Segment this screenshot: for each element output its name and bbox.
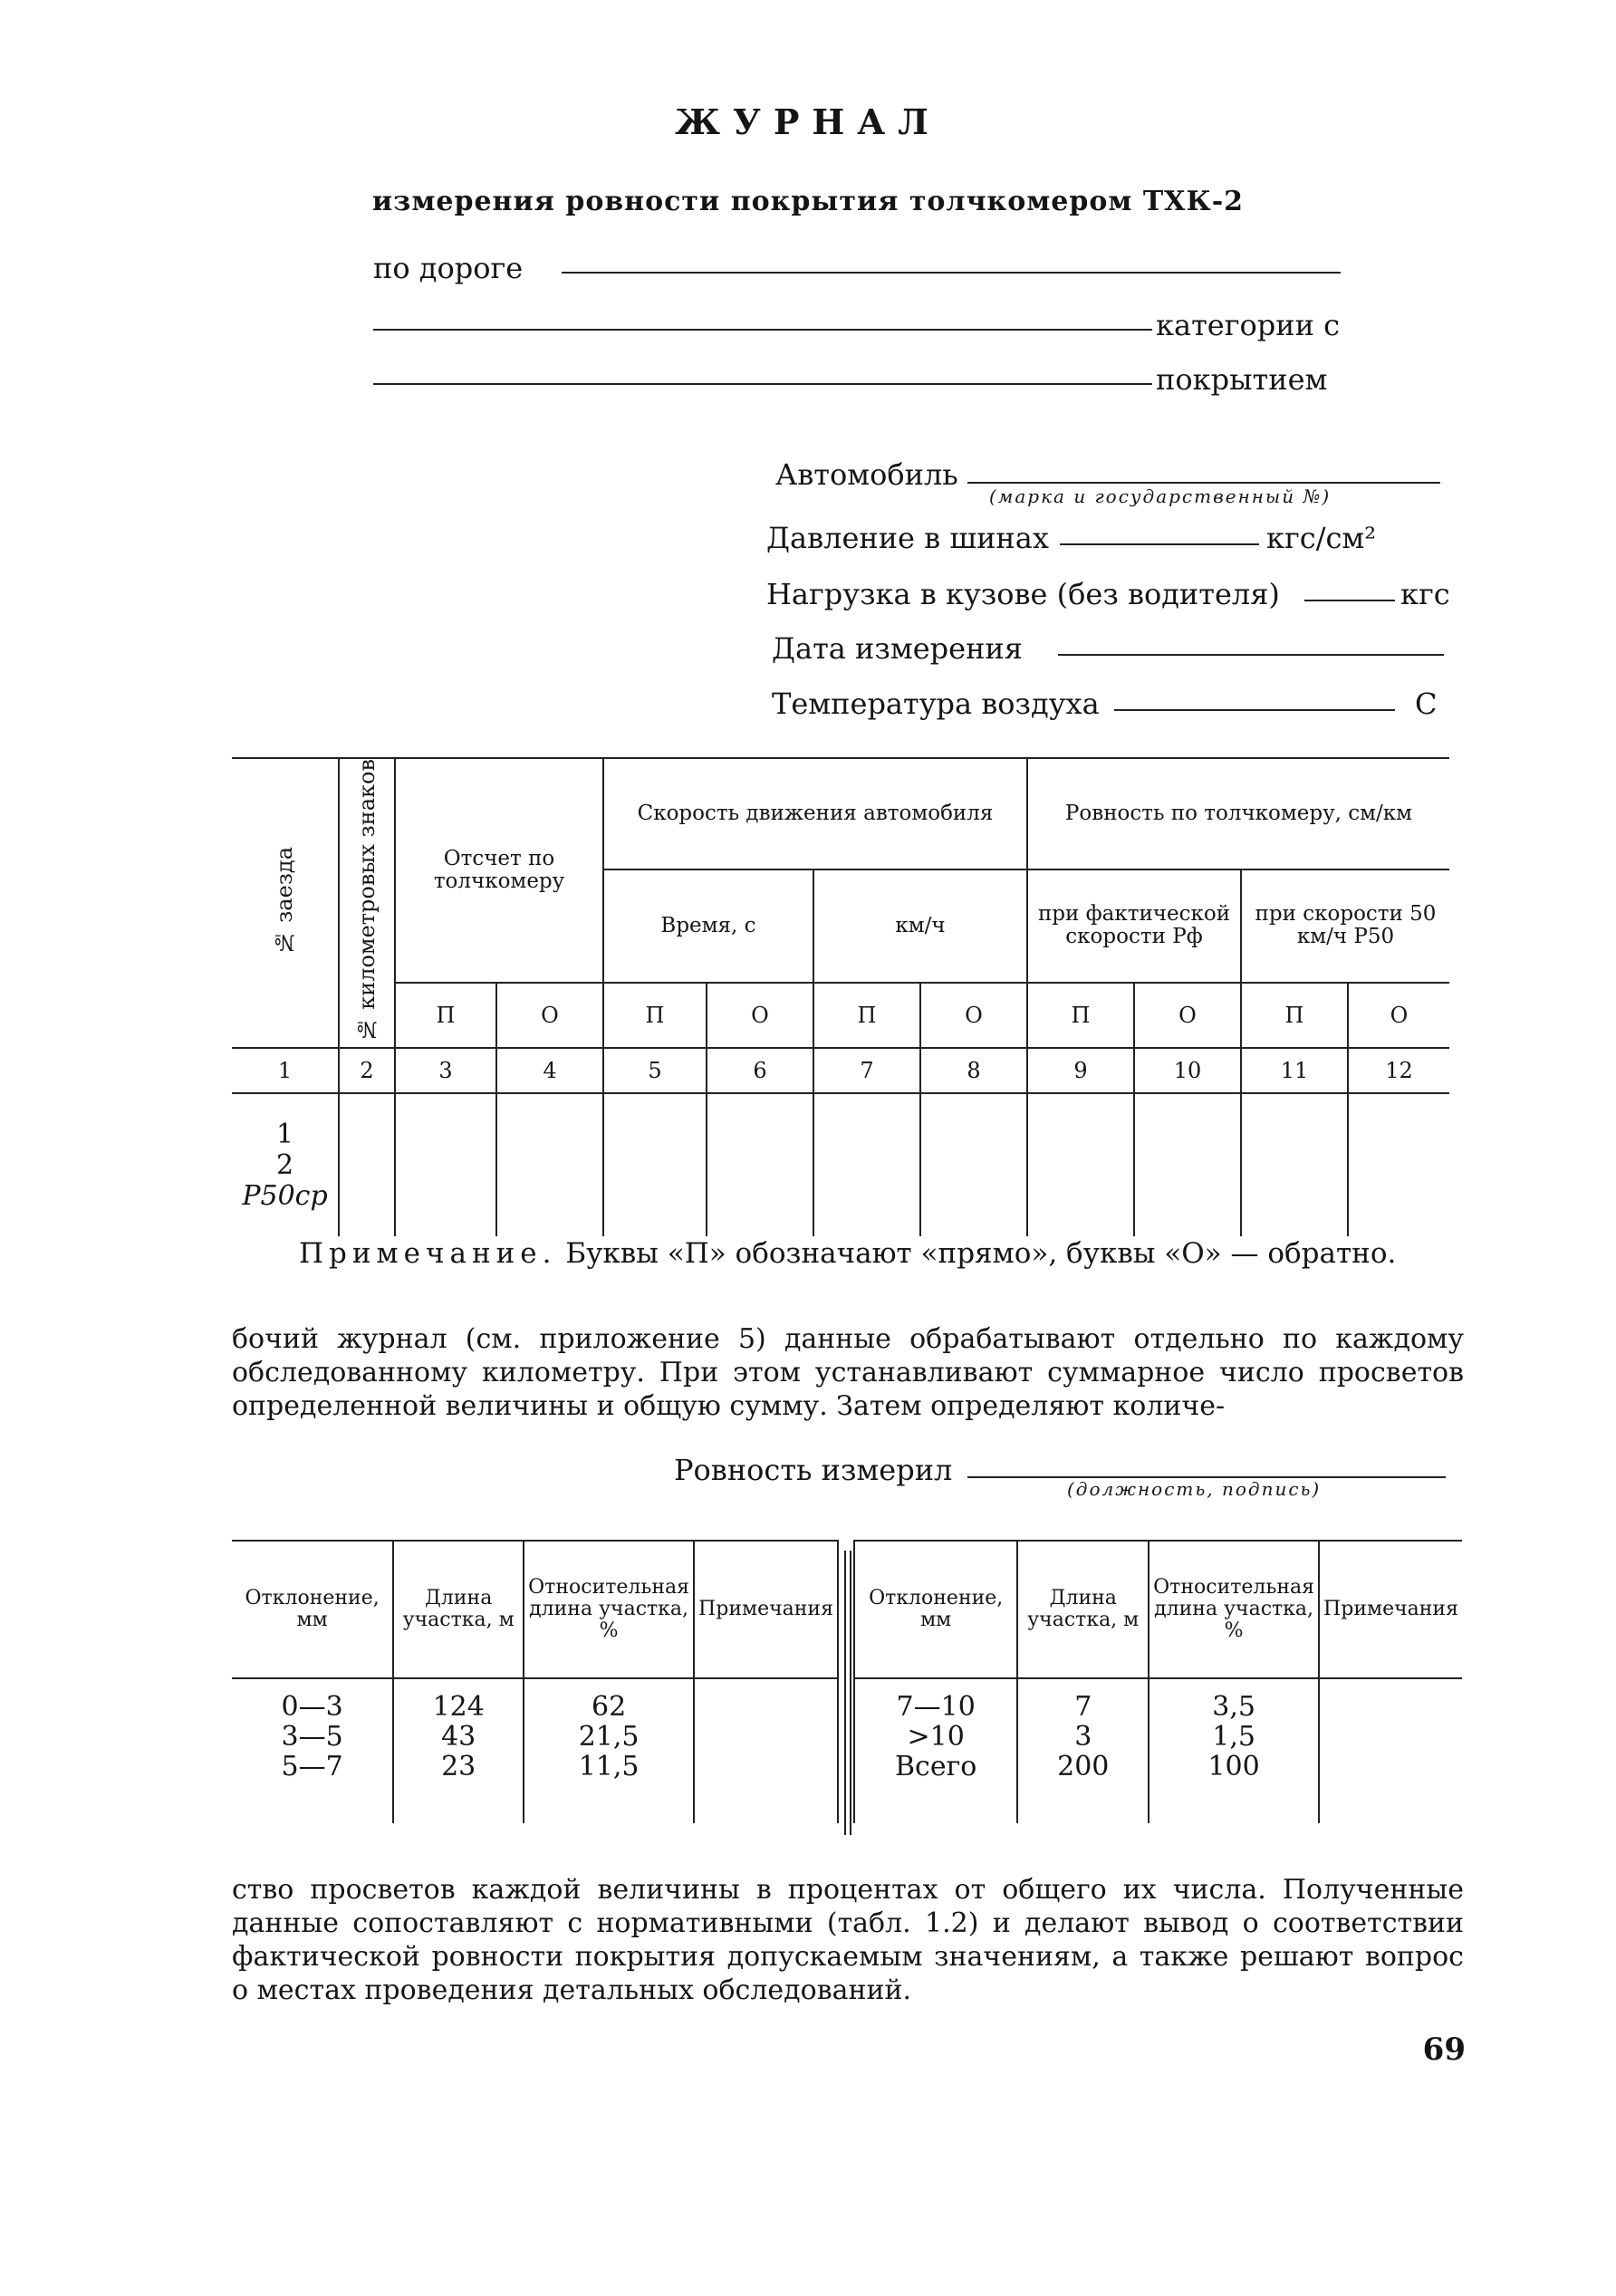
paragraph-2: ство просветов каждой величины в процентах от общего их числа. Полученные данные сопоставляют с нормативными (табл. 1.2) и делают вывод о соответствии фактической ровности покрытия допускаемым значениям, а также решают вопрос о местах проведения детальных обследований. xyxy=(232,1874,1464,2006)
dev-value: 0—3 xyxy=(281,1691,343,1723)
len-value: 200 xyxy=(1057,1751,1110,1782)
empty-cell xyxy=(395,1093,496,1236)
col-number: 8 xyxy=(920,1048,1027,1093)
col-number: 12 xyxy=(1348,1048,1449,1093)
col-km-header: № километровых знаков xyxy=(339,758,395,1048)
surface-label: покрытием xyxy=(1156,362,1328,397)
rel-value: 3,5 xyxy=(1212,1691,1255,1723)
len-value: 43 xyxy=(441,1721,476,1753)
col-number: 5 xyxy=(603,1048,707,1093)
page-number: 69 xyxy=(1422,2032,1466,2068)
dev-header: Отклонение, мм xyxy=(854,1541,1017,1678)
len-value: 23 xyxy=(441,1751,476,1782)
col-actual-speed-header: при фактической скорости Рф xyxy=(1027,869,1241,983)
col-number: 3 xyxy=(395,1048,496,1093)
col-number: 6 xyxy=(707,1048,813,1093)
col-number: 1 xyxy=(232,1048,339,1093)
len-value: 3 xyxy=(1074,1721,1092,1753)
rel-value: 11,5 xyxy=(578,1751,640,1782)
table-note xyxy=(299,1237,1396,1270)
temp-unit: С xyxy=(1415,687,1438,721)
note-lead: Примечание. xyxy=(299,1237,557,1270)
sign-label: Ровность измерил xyxy=(674,1453,953,1487)
run-row-p50: P50ср xyxy=(242,1179,328,1212)
dir-o: О xyxy=(1348,983,1449,1048)
journal-table xyxy=(232,757,1449,1236)
len-values xyxy=(1017,1678,1149,1823)
col-number: 2 xyxy=(339,1048,395,1093)
category-label: категории с xyxy=(1156,308,1340,342)
col-kmh-header: км/ч xyxy=(813,869,1027,983)
category-blank-line xyxy=(373,329,1152,331)
rel-values xyxy=(524,1678,694,1823)
run-row-2: 2 xyxy=(275,1148,294,1181)
run-row-1: 1 xyxy=(275,1118,294,1150)
empty-cell xyxy=(496,1093,603,1236)
col-number: 7 xyxy=(813,1048,920,1093)
run-rows-cell xyxy=(232,1093,339,1236)
col-number: 4 xyxy=(496,1048,603,1093)
deviation-table-right xyxy=(853,1540,1462,1823)
rel-values xyxy=(1149,1678,1319,1823)
empty-cell xyxy=(813,1093,920,1236)
dev-value: >10 xyxy=(907,1721,965,1753)
empty-cell xyxy=(707,1093,813,1236)
dev-value: Всего xyxy=(894,1751,977,1782)
empty-cell xyxy=(1241,1093,1348,1236)
dev-value: 7—10 xyxy=(896,1691,976,1723)
load-label: Нагрузка в кузове (без водителя) xyxy=(766,577,1280,611)
dir-p: П xyxy=(1241,983,1348,1048)
dev-header: Отклонение, мм xyxy=(232,1541,393,1678)
col-50kmh-header: при скорости 50 км/ч Р50 xyxy=(1241,869,1449,983)
dev-values xyxy=(854,1678,1017,1823)
date-blank-line xyxy=(1058,654,1444,656)
col-time-header: Время, с xyxy=(603,869,813,983)
note-values xyxy=(694,1678,838,1823)
pressure-unit: кгс/см² xyxy=(1266,521,1377,555)
rel-value: 100 xyxy=(1207,1751,1260,1782)
dir-p: П xyxy=(813,983,920,1048)
car-label: Автомобиль xyxy=(775,457,958,492)
sign-hint: (должность, подпись) xyxy=(1067,1478,1322,1500)
empty-cell xyxy=(920,1093,1027,1236)
len-header: Длина участка, м xyxy=(393,1541,524,1678)
rel-value: 62 xyxy=(592,1691,627,1723)
dev-value: 3—5 xyxy=(281,1721,343,1753)
col-number: 11 xyxy=(1241,1048,1348,1093)
len-values xyxy=(393,1678,524,1823)
col-number: 9 xyxy=(1027,1048,1134,1093)
load-blank-line xyxy=(1304,600,1395,601)
empty-cell xyxy=(603,1093,707,1236)
note-header: Примечания xyxy=(1319,1541,1462,1678)
dir-o: О xyxy=(920,983,1027,1048)
rel-header: Относительная длина участка, % xyxy=(1149,1541,1319,1678)
note-values xyxy=(1319,1678,1462,1823)
rel-value: 1,5 xyxy=(1212,1721,1255,1753)
empty-cell xyxy=(1348,1093,1449,1236)
note-header: Примечания xyxy=(694,1541,838,1678)
table-separator xyxy=(844,1551,851,1835)
dev-value: 5—7 xyxy=(281,1751,343,1782)
empty-cell xyxy=(339,1093,395,1236)
road-label: по дороге xyxy=(373,251,524,285)
dir-o: О xyxy=(1134,983,1241,1048)
len-value: 124 xyxy=(432,1691,485,1723)
col-run-header: № заезда xyxy=(232,758,339,1048)
dir-p: П xyxy=(1027,983,1134,1048)
rel-header: Относительная длина участка, % xyxy=(524,1541,694,1678)
empty-cell xyxy=(1134,1093,1241,1236)
date-label: Дата измерения xyxy=(772,631,1023,666)
col-reading-header: Отсчет по толчкомеру xyxy=(395,758,603,983)
empty-cell xyxy=(1027,1093,1134,1236)
dir-o: О xyxy=(496,983,603,1048)
pressure-blank-line xyxy=(1060,543,1259,545)
car-hint: (марка и государственный №) xyxy=(989,485,1332,507)
col-number: 10 xyxy=(1134,1048,1241,1093)
dir-p: П xyxy=(603,983,707,1048)
temp-blank-line xyxy=(1114,709,1395,711)
dev-values xyxy=(232,1678,393,1823)
journal-title: ЖУРНАЛ xyxy=(675,101,941,142)
dir-o: О xyxy=(707,983,813,1048)
rel-value: 21,5 xyxy=(578,1721,640,1753)
len-value: 7 xyxy=(1074,1691,1092,1723)
load-unit: кгс xyxy=(1400,577,1450,611)
pressure-label: Давление в шинах xyxy=(766,521,1049,555)
paragraph-1: бочий журнал (см. приложение 5) данные обрабатывают отдельно по каждому обследованному километру. При этом устанавливают суммарное число просветов определенной величины и общую сумму. Затем определяют количе- xyxy=(232,1323,1464,1422)
car-blank-line xyxy=(967,482,1440,484)
deviation-table-left xyxy=(232,1540,839,1823)
note-text: Буквы «П» обозначают «прямо», буквы «О» — обратно. xyxy=(556,1237,1397,1270)
col-speed-header: Скорость движения автомобиля xyxy=(603,758,1027,869)
dir-p: П xyxy=(395,983,496,1048)
col-evenness-header: Ровность по толчкомеру, см/км xyxy=(1027,758,1449,869)
len-header: Длина участка, м xyxy=(1017,1541,1149,1678)
journal-subtitle: измерения ровности покрытия толчкомером ТХК-2 xyxy=(371,186,1245,217)
surface-blank-line xyxy=(373,383,1152,385)
temp-label: Температура воздуха xyxy=(772,687,1100,721)
road-blank-line xyxy=(562,272,1341,274)
